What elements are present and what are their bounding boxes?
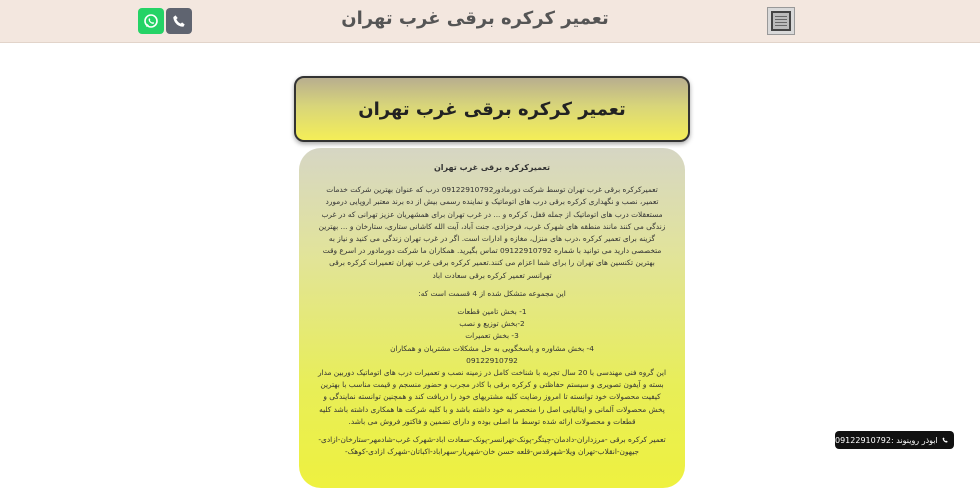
list-item: 1- بخش تامین قطعات — [457, 307, 527, 317]
phone-icon — [942, 435, 948, 445]
phone-icon — [172, 14, 186, 28]
sections-list — [317, 306, 667, 367]
phone-number[interactable]: 09122910792 — [466, 355, 518, 365]
call-button[interactable] — [166, 8, 192, 34]
list-item: 4- بخش مشاوره و پاسخگویی به حل مشکلات مشتریان و همکاران — [390, 343, 594, 353]
content-panel — [299, 148, 685, 488]
about-paragraph: این گروه فنی مهندسی با 20 سال تجربه با شناخت کامل در زمینه نصب و تعمیرات درب های اتوماتیک دوربین مدار بسته و آیفون تصویری و سیستم حفاظتی و کرکره برقی با کادر مجرب و حضور منسجم و قیمت مناسب با بهترین کیفیت محصولات خود توانسته تا امروز رضایت کلیه مشتریهای خود را دریافت کند و همچنین توانسته نمایندگی و پخش محصولات آلمانی و ایتالیایی اصل را منحصر به خود داشته باشد و با کلیه شرکت ها همکاری داشته باشد کلیه قطعات و محصولات ارائه شده توسط ما اصلی بوده و دارای تضمین و فاکتور فروش می باشد. — [317, 368, 667, 426]
hero-banner — [294, 76, 690, 142]
list-item: 3- بخش تعمیرات — [465, 331, 519, 341]
chip-label: ابوذر روینوند :09122910792 — [835, 435, 938, 445]
sections-intro: این مجموعه متشکل شده از 4 قسمت است که: — [418, 288, 566, 298]
areas-paragraph: تعمیر کرکره برقی -مرزداران-دادمان-چیتگر-پونک-تهرانسر-پونک-سعادت اباد-شهرک غرب-شادمهر-ستارخان-ازادی-جیهون-انقلاب-تهران ویلا-شهرقدس-قلعه حسن خان-شهریار-سهراباد-اکباتان-شهرک ازادی-کوهک- — [318, 435, 666, 457]
whatsapp-button[interactable] — [138, 8, 164, 34]
shutter-logo-icon — [771, 11, 791, 31]
intro-paragraph: تعمیرکرکره برقی غرب تهران توسط شرکت دورمادور09122910792 درب که عنوان بهترین شرکت خدمات تعمیر، نصب و نگهداری کرکره برقی درب های اتوماتیک و نماینده رسمی بیش از ده برند معتبر اروپایی درمورد مستعقلات درب های اتوماتیک از جمله قفل، کرکره و ... در غرب تهران برای همشهریان عزیز تهرانی که در غرب زندگی می کنند مانند منطقه های شهرک غرب، فرحزادی، جنت آباد، آیت الله کاشانی ستاری، ستارخان و ... بهترین گزینه برای تعمیر کرکره ،درب های منزل، مغازه و ادارات است. اگر در غرب تهران زندگی می کنید و نیاز به متخصصی دارید می توانید با شماره 09122910792 تماس بگیرید. همکاران ما شرکت دورمادور در اسرع وقت بهترین تکنسین های تهران را برای شما اعزام می کنند.تعمیر کرکره برقی غرب تهران تعمیرات کرکره برقی تهرانسر تعمیر کرکره برقی سعادت اباد — [318, 185, 666, 280]
site-title[interactable]: تعمیر کرکره برقی غرب تهران — [341, 8, 609, 29]
page-title: تعمیر کرکره برقی غرب تهران — [358, 98, 626, 120]
list-item: 2-بخش توزیع و نصب — [459, 319, 525, 329]
top-bar — [0, 0, 980, 43]
content-subtitle: تعمیرکرکره برقی غرب تهران — [433, 163, 551, 172]
whatsapp-icon — [143, 13, 159, 29]
floating-phone-chip[interactable] — [835, 431, 954, 449]
site-logo[interactable] — [767, 7, 795, 35]
